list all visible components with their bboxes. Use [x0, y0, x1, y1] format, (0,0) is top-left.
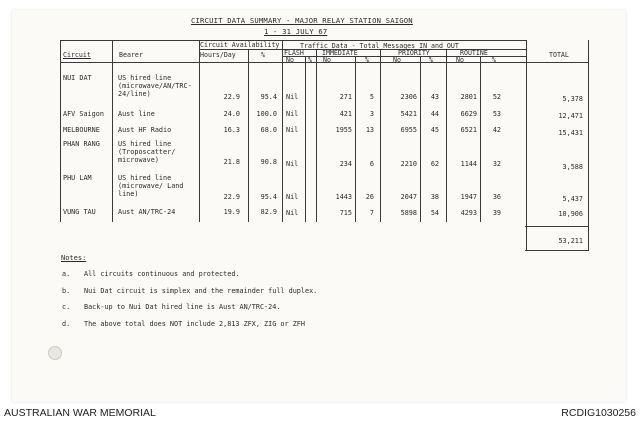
header-rou-no: No — [456, 56, 464, 64]
cell-imm-no: 421 — [339, 110, 352, 118]
col-line — [316, 49, 317, 222]
cell-total: 10,906 — [558, 210, 583, 218]
availability-sub-line — [199, 49, 282, 50]
cell-imm-pct: 7 — [369, 209, 374, 217]
cell-hours: 19.9 — [223, 208, 240, 216]
cell-hours: 24.0 — [223, 110, 240, 118]
cell-total: 12,471 — [558, 112, 583, 120]
cell-rou-pct: 32 — [492, 160, 501, 168]
note-text: Nui Dat circuit is simplex and the remainder full duplex. — [84, 287, 318, 295]
header-rou-pct: % — [492, 56, 496, 64]
cell-imm-no: 715 — [339, 209, 352, 217]
note-letter: b. — [62, 287, 71, 295]
cell-total: 5,378 — [562, 95, 583, 103]
cell-pri-no: 5898 — [400, 209, 417, 217]
cell-total: 3,588 — [562, 163, 583, 171]
cell-bearer: Aust line — [118, 110, 155, 118]
cell-total: 5,437 — [562, 195, 583, 203]
cell-bearer: Aust AN/TRC-24 — [118, 208, 176, 216]
cell-rou-no: 2801 — [460, 93, 477, 101]
header-immediate: IMMEDIATE — [322, 49, 358, 57]
header-imm-pct: % — [365, 56, 369, 64]
cell-imm-pct: 3 — [369, 110, 374, 118]
cell-flash-no: Nil — [286, 160, 299, 168]
note-letter: a. — [62, 270, 71, 278]
cell-bearer: US hired line (microwave/AN/TRC-24/line) — [118, 74, 192, 98]
cell-hours: 22.9 — [223, 193, 240, 201]
header-traffic: Traffic Data - Total Messages IN and OUT — [300, 42, 459, 50]
cell-rou-pct: 36 — [492, 193, 501, 201]
cell-imm-pct: 6 — [369, 160, 374, 168]
header-flash: FLASH — [284, 49, 304, 57]
cell-rou-pct: 53 — [492, 110, 501, 118]
circuit-data-table — [60, 40, 588, 255]
cell-rou-no: 6629 — [460, 110, 477, 118]
cell-hours: 21.8 — [223, 158, 240, 166]
cell-rou-pct: 52 — [492, 93, 501, 101]
header-availability: Circuit Availability — [200, 41, 280, 49]
cell-imm-pct: 26 — [365, 193, 374, 201]
col-line — [526, 40, 527, 251]
grand-total-bottom-line — [525, 250, 588, 251]
cell-avail-pct: 68.0 — [260, 126, 277, 134]
header-imm-no: No — [323, 56, 331, 64]
header-hours-day: Hours/Day — [200, 51, 236, 59]
cell-pri-pct: 62 — [430, 160, 439, 168]
cell-rou-pct: 39 — [492, 209, 501, 217]
cell-pri-pct: 44 — [430, 110, 439, 118]
header-flash-no: No — [286, 56, 294, 64]
cell-flash-no: Nil — [286, 110, 299, 118]
col-line — [588, 40, 589, 251]
cell-avail-pct: 82.9 — [260, 208, 277, 216]
document-subtitle: 1 - 31 JULY 67 — [264, 27, 328, 36]
cell-imm-pct: 13 — [365, 126, 374, 134]
cell-circuit: VUNG TAU — [63, 208, 96, 216]
grand-total-top-line — [525, 226, 588, 227]
cell-pri-no: 6955 — [400, 126, 417, 134]
cell-pri-pct: 45 — [430, 126, 439, 134]
cell-pri-no: 2047 — [400, 193, 417, 201]
header-pri-pct: % — [429, 56, 433, 64]
cell-pri-no: 2210 — [400, 160, 417, 168]
cell-pri-pct: 43 — [430, 93, 439, 101]
col-line — [282, 40, 283, 222]
cell-circuit: NUI DAT — [63, 74, 92, 82]
note-text: Back-up to Nui Dat hired line is Aust AN/TRC-24. — [84, 303, 281, 311]
header-routine: ROUTINE — [460, 49, 488, 57]
cell-flash-no: Nil — [286, 209, 299, 217]
header-avail-pct: % — [261, 51, 265, 59]
cell-hours: 16.3 — [223, 126, 240, 134]
cell-imm-no: 271 — [339, 93, 352, 101]
cell-bearer: Aust HF Radio — [118, 126, 172, 134]
punch-hole — [48, 346, 62, 360]
cell-bearer: US hired line (Troposcatter/ microwave) — [118, 140, 176, 164]
cell-rou-no: 1144 — [460, 160, 477, 168]
footer-id: RCDIG1030256 — [561, 407, 636, 419]
cell-total: 15,431 — [558, 129, 583, 137]
note-text: The above total does NOT include 2,813 ZFX, ZIG or ZFH — [84, 320, 305, 328]
cell-imm-no: 1955 — [335, 126, 352, 134]
header-priority: PRIORITY — [398, 49, 430, 57]
note-letter: d. — [62, 320, 71, 328]
cell-flash-no: Nil — [286, 126, 299, 134]
cell-pri-no: 5421 — [400, 110, 417, 118]
col-line — [60, 40, 61, 222]
cell-circuit: AFV Saigon — [63, 110, 104, 118]
cell-circuit: MELBOURNE — [63, 126, 100, 134]
cell-rou-no: 1947 — [460, 193, 477, 201]
cell-avail-pct: 100.0 — [256, 110, 277, 118]
cell-pri-pct: 54 — [430, 209, 439, 217]
cell-circuit: PHAN RANG — [63, 140, 100, 148]
header-pri-no: No — [393, 56, 401, 64]
cell-hours: 22.9 — [223, 93, 240, 101]
cell-pri-pct: 38 — [430, 193, 439, 201]
col-line — [112, 40, 113, 222]
footer-credit: AUSTRALIAN WAR MEMORIAL — [4, 407, 156, 419]
cell-imm-pct: 5 — [369, 93, 374, 101]
cell-bearer: US hired line (microwave/ Land line) — [118, 174, 184, 198]
table-top-line — [60, 40, 527, 41]
notes-heading: Notes: — [61, 254, 87, 262]
cell-avail-pct: 90.8 — [260, 158, 277, 166]
cell-avail-pct: 95.4 — [260, 193, 277, 201]
header-total: TOTAL — [549, 51, 569, 59]
cell-rou-pct: 42 — [492, 126, 501, 134]
cell-circuit: PHU LAM — [63, 174, 92, 182]
cell-imm-no: 234 — [339, 160, 352, 168]
grand-total: 53,211 — [558, 237, 583, 245]
cell-rou-no: 6521 — [460, 126, 477, 134]
cell-flash-no: Nil — [286, 193, 299, 201]
col-line — [305, 56, 306, 222]
header-circuit: Circuit — [63, 51, 91, 59]
cell-flash-no: Nil — [286, 93, 299, 101]
header-bearer: Bearer — [119, 51, 143, 59]
cell-imm-no: 1443 — [335, 193, 352, 201]
cell-pri-no: 2306 — [400, 93, 417, 101]
header-flash-pct: % — [308, 56, 312, 64]
note-text: All circuits continuous and protected. — [84, 270, 240, 278]
document-title: CIRCUIT DATA SUMMARY - MAJOR RELAY STATION SAIGON — [191, 16, 413, 25]
note-letter: c. — [62, 303, 71, 311]
cell-rou-no: 4293 — [460, 209, 477, 217]
cell-avail-pct: 95.4 — [260, 93, 277, 101]
